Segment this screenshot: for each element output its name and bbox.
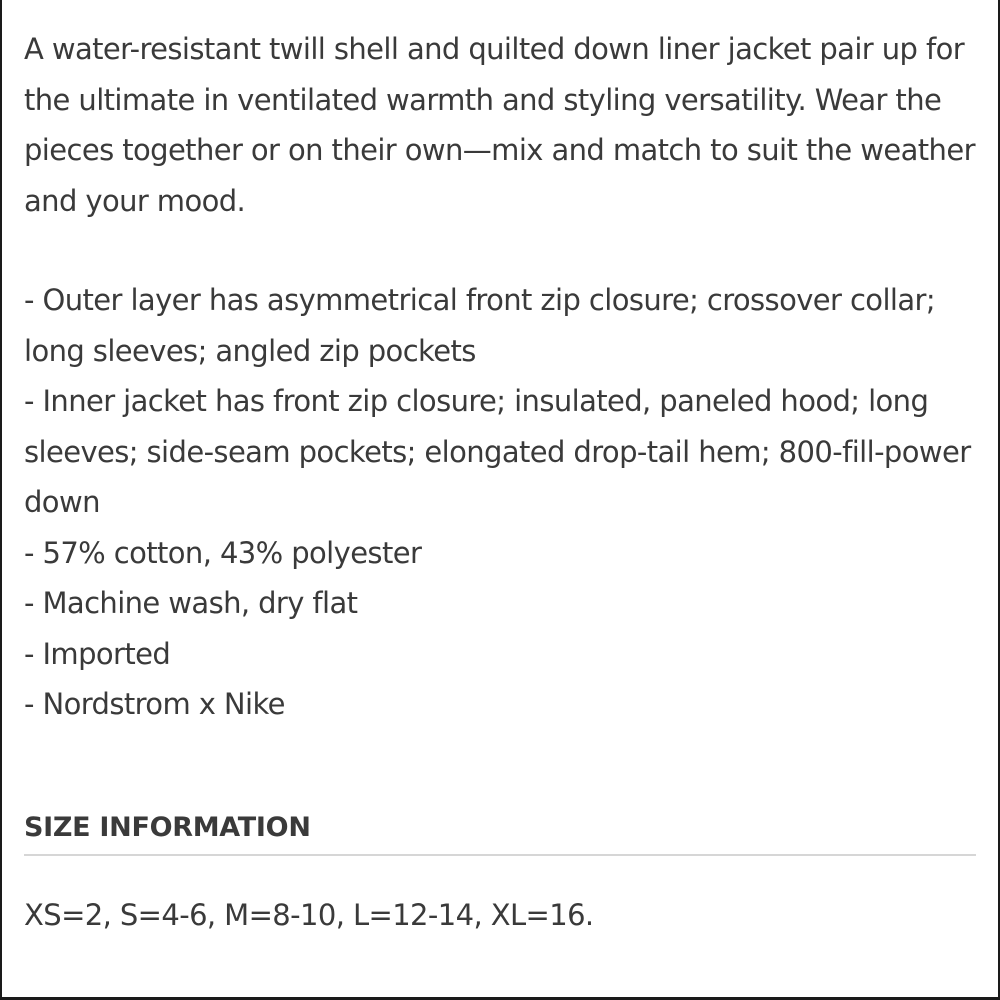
section-divider [24,854,976,856]
feature-list [24,275,984,730]
feature-item: - 57% cotton, 43% polyester [24,535,422,570]
size-information-heading: SIZE INFORMATION [24,812,311,843]
product-description: A water-resistant twill shell and quilted down liner jacket pair up for the ultimate in ventilated warmth and styling versatility. Wear the pieces together or on their own—mix and match to suit the weather and your mood. [24,32,975,218]
feature-item: - Nordstrom x Nike [24,687,285,721]
feature-item: - Machine wash, dry flat [24,586,358,620]
size-information-text: XS=2, S=4-6, M=8-10, L=12-14, XL=16. [24,898,594,932]
feature-item: - Imported [24,636,171,671]
feature-item: - Outer layer has asymmetrical front zip closure; crossover collar; long sleeves; angled zip pockets [24,283,936,368]
feature-item: - Inner jacket has front zip closure; insulated, paneled hood; long sleeves; side-seam pockets; elongated drop-tail hem; 800-fill-power down [24,384,971,519]
